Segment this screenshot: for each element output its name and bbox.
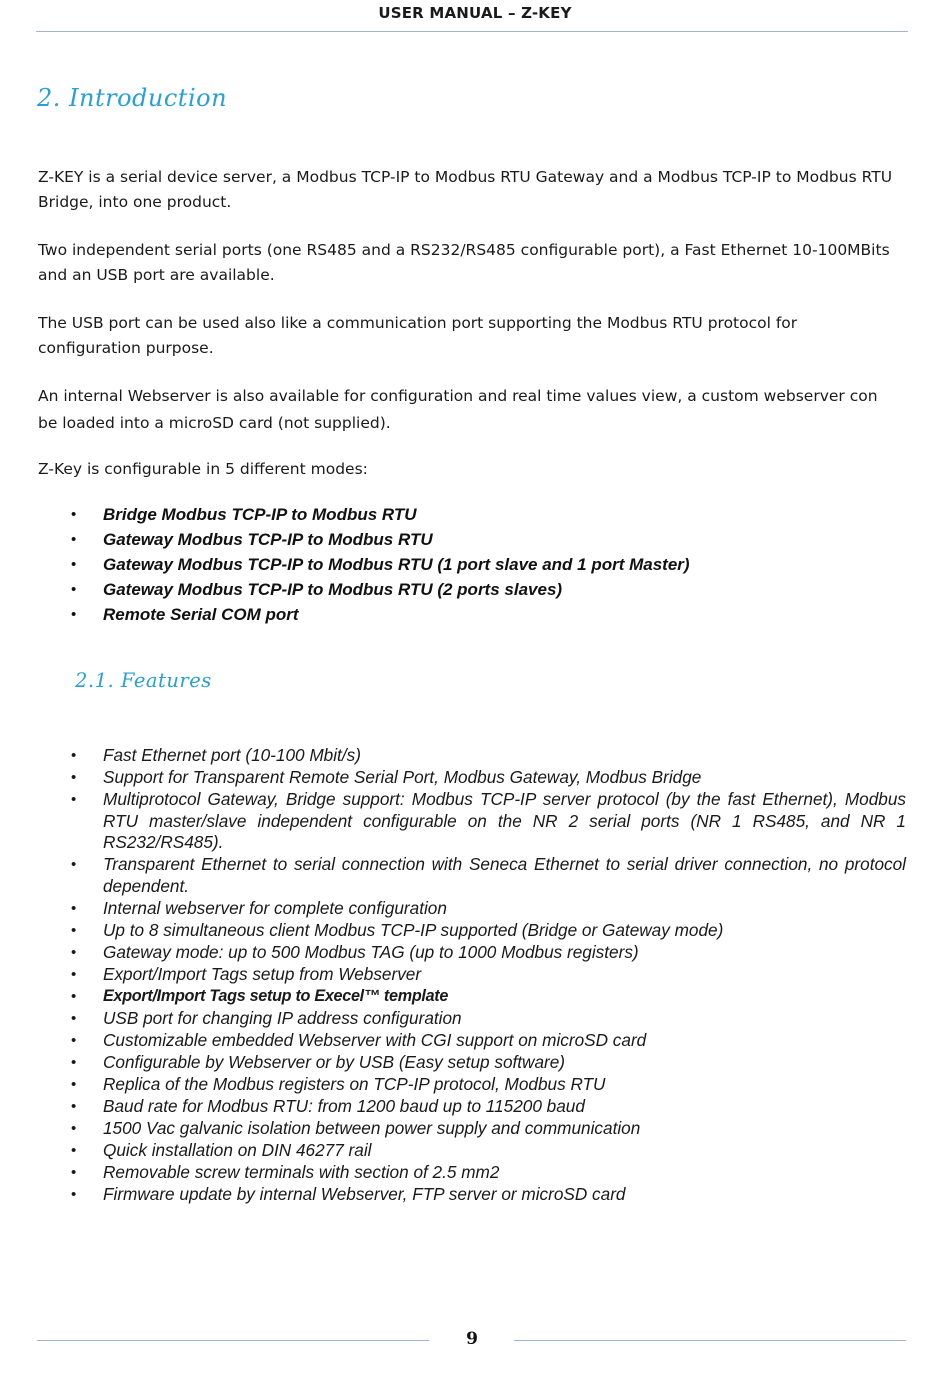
list-item bbox=[0, 1140, 906, 1162]
header-title: USER MANUAL – Z-KEY bbox=[378, 4, 572, 22]
list-item bbox=[0, 964, 906, 986]
feature-text: Internal webserver for complete configuration bbox=[103, 897, 447, 918]
list-item bbox=[0, 552, 690, 577]
intro-paragraph-3: The USB port can be used also like a communication port supporting the Modbus RTU protocol for configuration purpose. bbox=[38, 314, 798, 357]
list-item bbox=[0, 1184, 906, 1206]
feature-text: Export/Import Tags setup from Webserver bbox=[103, 963, 422, 984]
feature-text: Quick installation on DIN 46277 rail bbox=[103, 1139, 372, 1160]
bullet-icon: • bbox=[71, 921, 77, 939]
list-item bbox=[0, 1074, 906, 1096]
feature-text: Fast Ethernet port (10-100 Mbit/s) bbox=[103, 745, 361, 765]
list-item bbox=[0, 767, 906, 789]
bullet-icon: • bbox=[71, 606, 77, 623]
bullet-icon: • bbox=[71, 1163, 77, 1181]
feature-text: Up to 8 simultaneous client Modbus TCP-IP supported (Bridge or Gateway mode) bbox=[103, 919, 724, 940]
bullet-icon: • bbox=[71, 1075, 77, 1093]
feature-text: Configurable by Webserver or by USB (Easy setup software) bbox=[103, 1051, 566, 1072]
list-item bbox=[0, 502, 690, 527]
feature-text: 1500 Vac galvanic isolation between power supply and communication bbox=[103, 1117, 641, 1138]
footer-divider-right bbox=[514, 1340, 906, 1341]
list-item bbox=[0, 986, 906, 1008]
feature-text: Support for Transparent Remote Serial Port, Modbus Gateway, Modbus Bridge bbox=[103, 767, 702, 787]
bullet-icon: • bbox=[71, 769, 77, 786]
mode-label: Bridge Modbus TCP-IP to Modbus RTU bbox=[103, 505, 417, 524]
bullet-icon: • bbox=[71, 1097, 77, 1115]
feature-text: Transparent Ethernet to serial connection with Seneca Ethernet to serial driver connection, no protocol dependent. bbox=[103, 854, 906, 896]
bullet-icon: • bbox=[71, 506, 77, 523]
footer-divider-left bbox=[37, 1340, 429, 1341]
mode-label: Gateway Modbus TCP-IP to Modbus RTU (1 port slave and 1 port Master) bbox=[103, 555, 690, 574]
list-item bbox=[0, 527, 690, 552]
feature-text: Export/Import Tags setup to Execel™ template bbox=[103, 986, 449, 1005]
bullet-icon: • bbox=[71, 1185, 77, 1203]
list-item bbox=[0, 942, 906, 964]
feature-text: Gateway mode: up to 500 Modbus TAG (up to 1000 Modbus registers) bbox=[103, 941, 639, 962]
feature-text: USB port for changing IP address configuration bbox=[103, 1007, 462, 1028]
feature-text: Removable screw terminals with section of 2.5 mm2 bbox=[103, 1161, 500, 1182]
feature-text: Multiprotocol Gateway, Bridge support: Modbus TCP-IP server protocol (by the fast Ethernet), Modbus RTU master/slave independent configurable on the NR 2 serial ports (NR 1 RS485, and NR 1 RS232/RS485). bbox=[103, 789, 906, 852]
mode-label: Gateway Modbus TCP-IP to Modbus RTU bbox=[103, 530, 433, 549]
list-item bbox=[0, 577, 690, 602]
list-item bbox=[0, 789, 906, 854]
list-item bbox=[0, 1008, 906, 1030]
subsection-title: 2.1. Features bbox=[75, 669, 212, 692]
intro-paragraph-2: Two independent serial ports (one RS485 and a RS232/RS485 configurable port), a Fast Ethernet 10-100MBits and an USB port are available. bbox=[38, 241, 890, 284]
section-title: 2. Introduction bbox=[37, 84, 228, 112]
modes-intro: Z-Key is configurable in 5 different modes: bbox=[38, 460, 368, 478]
mode-label: Gateway Modbus TCP-IP to Modbus RTU (2 ports slaves) bbox=[103, 580, 563, 599]
bullet-icon: • bbox=[71, 581, 77, 598]
bullet-icon: • bbox=[71, 1053, 77, 1071]
modes-list bbox=[0, 502, 690, 627]
list-item bbox=[0, 1118, 906, 1140]
list-item bbox=[0, 1052, 906, 1074]
bullet-icon: • bbox=[71, 556, 77, 573]
bullet-icon: • bbox=[71, 791, 77, 808]
bullet-icon: • bbox=[71, 899, 77, 917]
intro-paragraph-1: Z-KEY is a serial device server, a Modbus TCP-IP to Modbus RTU Gateway and a Modbus TCP-IP to Modbus RTU Bridge, into one product. bbox=[38, 168, 893, 211]
list-item bbox=[0, 745, 906, 767]
page-number: 9 bbox=[466, 1329, 478, 1349]
feature-text: Customizable embedded Webserver with CGI support on microSD card bbox=[103, 1029, 647, 1050]
list-item bbox=[0, 1096, 906, 1118]
bullet-icon: • bbox=[71, 1141, 77, 1159]
bullet-icon: • bbox=[71, 943, 77, 961]
feature-text: Firmware update by internal Webserver, FTP server or microSD card bbox=[103, 1183, 626, 1204]
list-item bbox=[0, 920, 906, 942]
list-item bbox=[0, 1030, 906, 1052]
bullet-icon: • bbox=[71, 965, 77, 983]
mode-label: Remote Serial COM port bbox=[103, 605, 299, 624]
bullet-icon: • bbox=[71, 1119, 77, 1137]
bullet-icon: • bbox=[71, 987, 76, 1005]
features-list bbox=[0, 745, 906, 1206]
header-divider bbox=[36, 31, 908, 32]
bullet-icon: • bbox=[71, 1009, 77, 1027]
bullet-icon: • bbox=[71, 856, 77, 873]
list-item bbox=[0, 854, 906, 897]
list-item bbox=[0, 898, 906, 920]
bullet-icon: • bbox=[71, 747, 77, 764]
feature-text: Replica of the Modbus registers on TCP-IP protocol, Modbus RTU bbox=[103, 1073, 606, 1094]
bullet-icon: • bbox=[71, 531, 77, 548]
list-item bbox=[0, 602, 690, 627]
intro-paragraph-4: An internal Webserver is also available for configuration and real time values view, a custom webserver con be loaded into a microSD card (not supplied). bbox=[38, 387, 878, 432]
bullet-icon: • bbox=[71, 1031, 77, 1049]
feature-text: Baud rate for Modbus RTU: from 1200 baud up to 115200 baud bbox=[103, 1095, 585, 1116]
list-item bbox=[0, 1162, 906, 1184]
